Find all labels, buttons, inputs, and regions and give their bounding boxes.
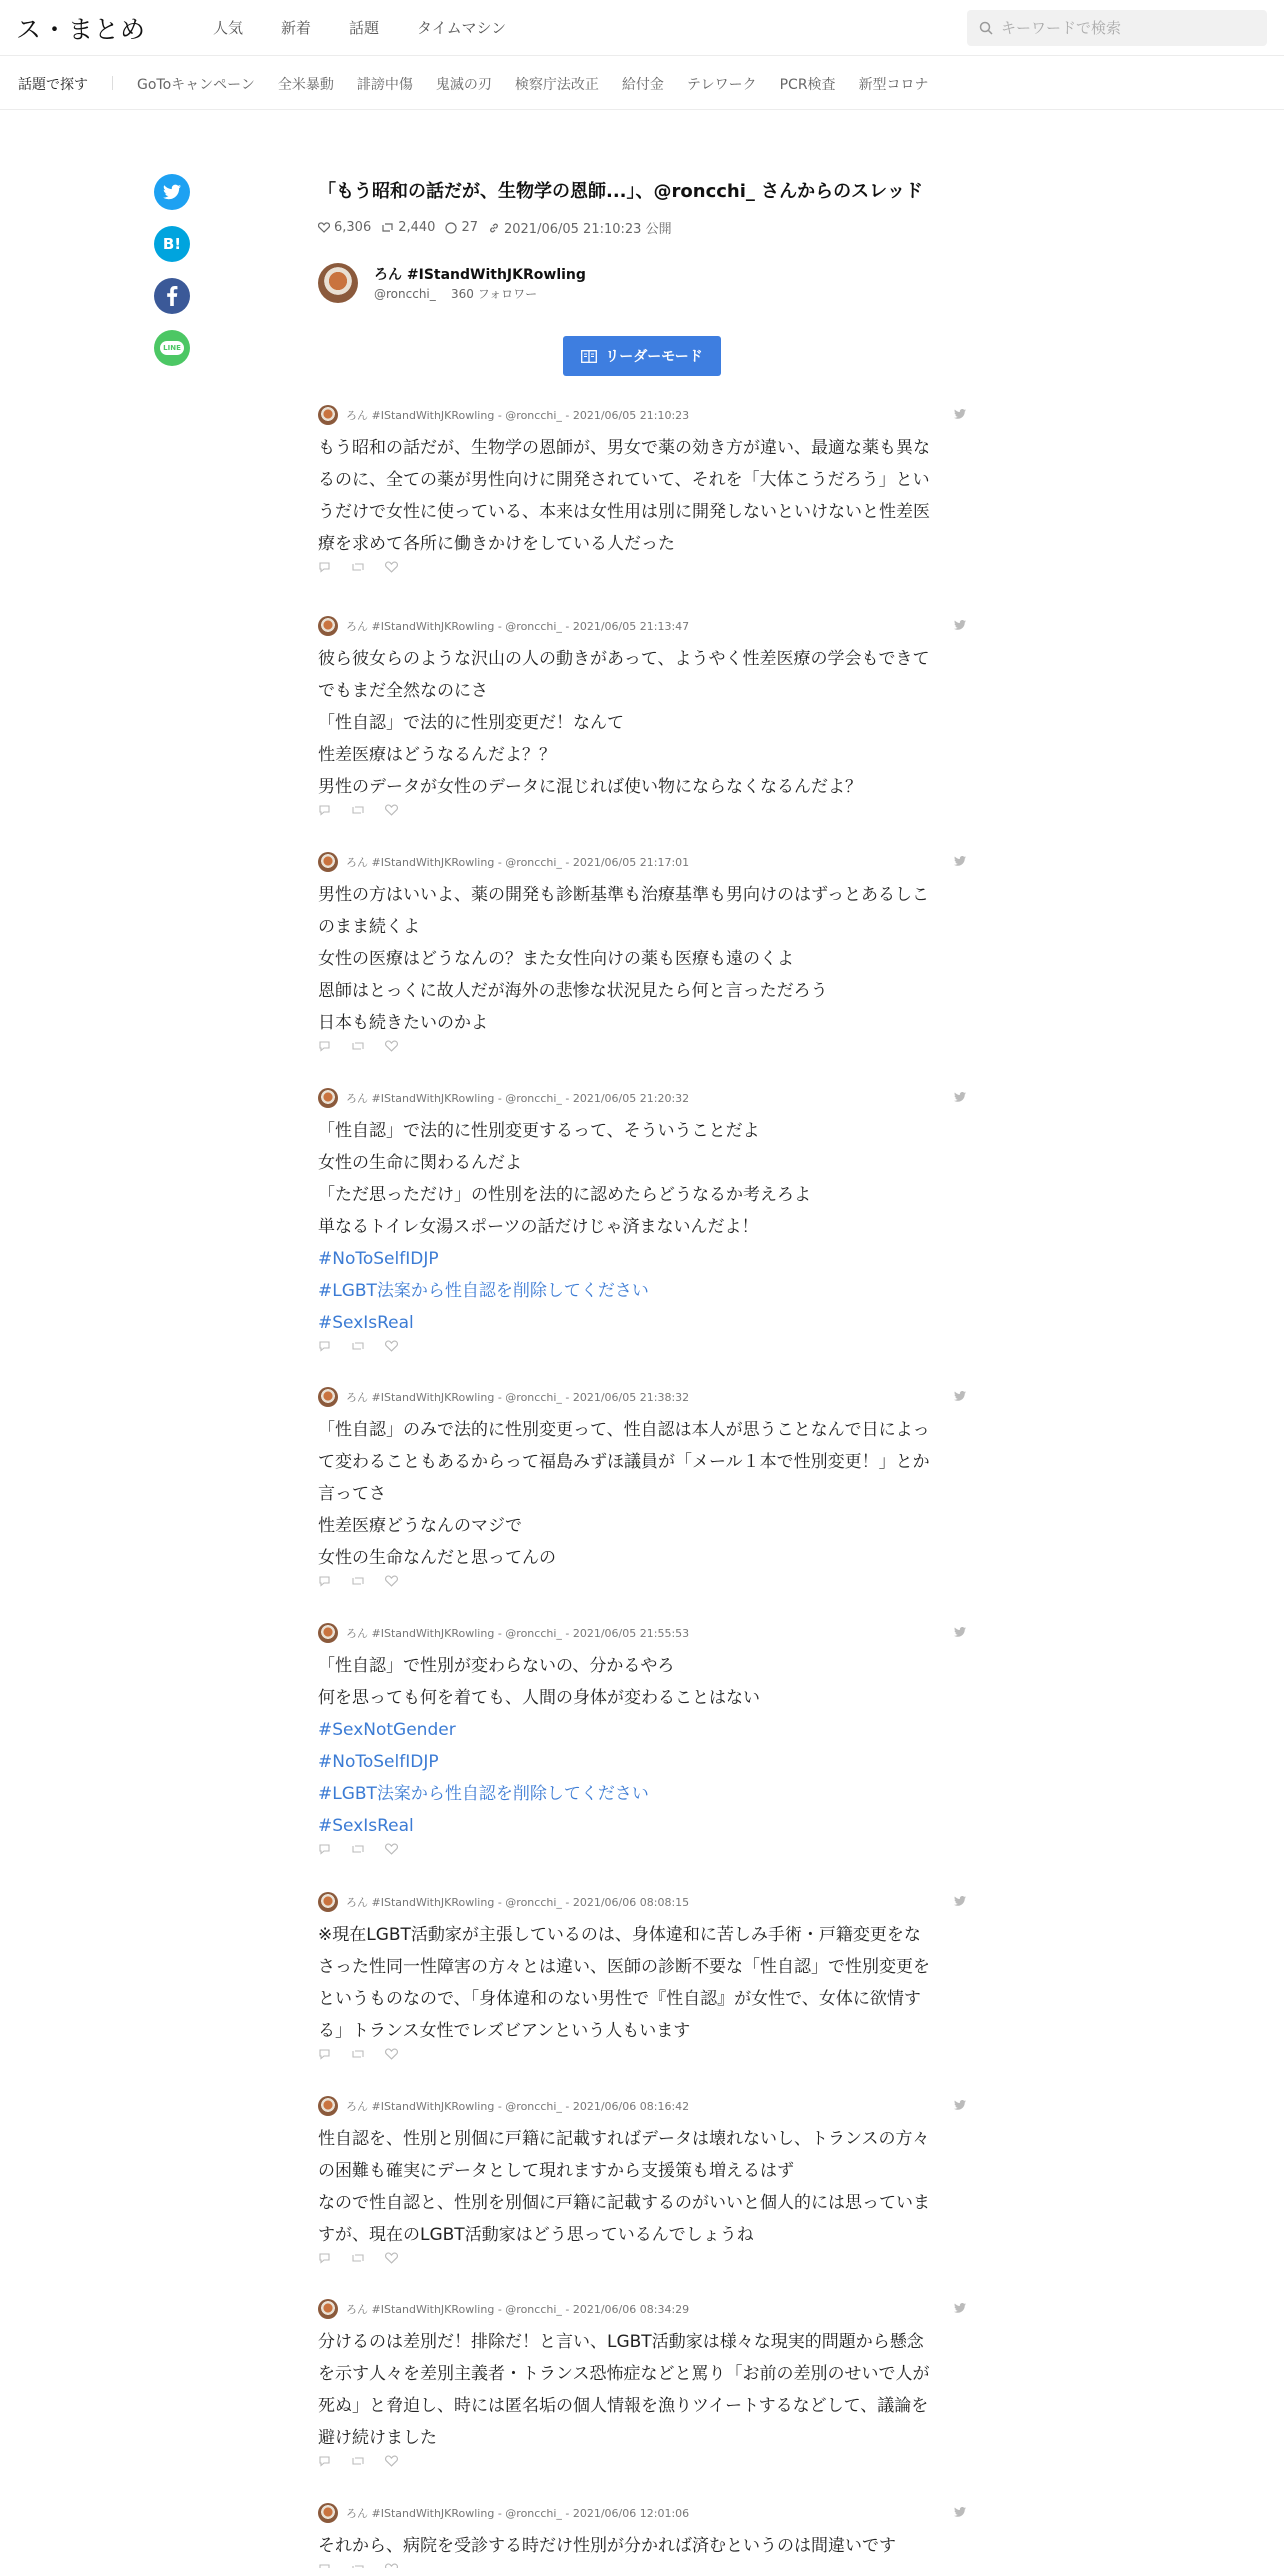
- tweet-header: [318, 2298, 966, 2320]
- hashtag-link[interactable]: #SexNotGender: [318, 1720, 456, 1740]
- tweet-avatar[interactable]: [318, 852, 338, 872]
- like-icon[interactable]: [385, 804, 398, 816]
- tweet: [318, 1622, 966, 1856]
- tweet-avatar[interactable]: [318, 2503, 338, 2523]
- comments-stat: [445, 220, 478, 235]
- tweet-text-line: というものなので、「身体違和のない男性で『性自認』が女性で、女体に欲情す: [318, 1989, 921, 2009]
- search-icon: [979, 21, 993, 35]
- topic-link[interactable]: 給付金: [621, 77, 664, 93]
- link-icon: [488, 222, 500, 234]
- reply-icon[interactable]: [318, 1575, 331, 1587]
- tweet-text-line: なので性自認と、性別を別個に戸籍に記載するのがいいと個人的には思っていま: [318, 2193, 930, 2213]
- share-line-button[interactable]: [154, 330, 190, 366]
- reply-icon[interactable]: [318, 2252, 331, 2264]
- comment-icon: [445, 222, 457, 234]
- main-nav: [213, 17, 544, 38]
- tweet-header: [318, 2095, 966, 2117]
- topic-divider: [112, 76, 113, 90]
- tweet-text-line: 「性自認」で性別が変わらないの、分かるやろ: [318, 1656, 675, 1676]
- hatena-label: B!: [162, 235, 182, 253]
- nav-timemachine[interactable]: タイムマシン: [417, 19, 507, 37]
- retweet-icon[interactable]: [351, 1575, 365, 1587]
- tweet-header: [318, 2502, 966, 2524]
- thread-stats: [318, 218, 682, 237]
- tweet-meta[interactable]: ろん #IStandWithJKRowling - @roncchi_ - 2021/06/05 21:55:53: [346, 1627, 690, 1640]
- twitter-icon[interactable]: [954, 620, 966, 630]
- tweet-text-line: 男性の方はいいよ、薬の開発も診断基準も治療基準も男向けのはずっとあるしこ: [318, 885, 929, 905]
- tweet: [318, 2095, 966, 2265]
- tweet-actions: [318, 1842, 966, 1856]
- tweet-text-line: る」トランス女性でレズビアンという人もいます: [318, 2021, 691, 2041]
- book-icon: [581, 350, 597, 363]
- topic-link[interactable]: 誹謗中傷: [356, 77, 413, 93]
- tweet: [318, 404, 966, 574]
- tweet-meta[interactable]: ろん #IStandWithJKRowling - @roncchi_ - 2021/06/06 08:08:15: [346, 1896, 690, 1909]
- twitter-icon[interactable]: [954, 1092, 966, 1102]
- tweet-meta[interactable]: ろん #IStandWithJKRowling - @roncchi_ - 2021/06/06 08:16:42: [346, 2100, 690, 2113]
- reply-icon[interactable]: [318, 2563, 331, 2568]
- tweet-header: [318, 851, 966, 873]
- author-handle: @roncchi_: [374, 287, 436, 301]
- search-box: [967, 10, 1267, 46]
- tweet-text-line: 性差医療はどうなるんだよ？？: [318, 745, 556, 765]
- search-input[interactable]: [1001, 10, 1261, 46]
- reply-icon[interactable]: [318, 561, 331, 573]
- reply-icon[interactable]: [318, 1040, 331, 1052]
- tweet-avatar[interactable]: [318, 1892, 338, 1912]
- twitter-icon[interactable]: [954, 1391, 966, 1401]
- author-info: [374, 285, 537, 302]
- topic-list: [137, 74, 952, 94]
- tweet-text-line: うだけで女性に使っている、本来は女性用は別に開発しないといけないと性差医: [318, 502, 930, 522]
- tweet-text-line: 性差医療どうなんのマジで: [318, 1516, 522, 1536]
- tweet-avatar[interactable]: [318, 2096, 338, 2116]
- tweet: [318, 1087, 966, 1353]
- topic-label: 話題で探す: [18, 77, 88, 93]
- twitter-icon: [163, 184, 181, 200]
- topic-link[interactable]: 全米暴動: [277, 77, 334, 93]
- tweet-meta[interactable]: ろん #IStandWithJKRowling - @roncchi_ - 2021/06/05 21:17:01: [346, 856, 690, 869]
- reply-icon[interactable]: [318, 804, 331, 816]
- tweet-header: [318, 1087, 966, 1109]
- topic-link[interactable]: 新型コロナ: [858, 77, 929, 93]
- hashtag-link[interactable]: #SexIsReal: [318, 1313, 414, 1333]
- tweet-text-line: るのに、全ての薬が男性向けに開発されていて、それを「大体こうだろう」とい: [318, 470, 930, 490]
- twitter-icon[interactable]: [954, 1627, 966, 1637]
- tweet-meta[interactable]: ろん #IStandWithJKRowling - @roncchi_ - 2021/06/05 21:20:32: [346, 1092, 690, 1105]
- tweet-body: [318, 1650, 966, 1842]
- like-icon[interactable]: [385, 1843, 398, 1855]
- tweet-meta[interactable]: ろん #IStandWithJKRowling - @roncchi_ - 2021/06/06 12:01:06: [346, 2507, 690, 2520]
- retweet-icon[interactable]: [351, 2252, 365, 2264]
- tweet-text-line: 単なるトイレ女湯スポーツの話だけじゃ済まないんだよ！: [318, 1217, 759, 1237]
- tweet-body: [318, 1115, 966, 1339]
- tweet-header: [318, 1386, 966, 1408]
- retweet-icon[interactable]: [351, 2048, 365, 2060]
- tweet-header: [318, 404, 966, 426]
- comments-count: 27: [461, 220, 478, 235]
- tweet-body: [318, 643, 966, 803]
- site-logo[interactable]: ス・まとめ: [16, 15, 147, 44]
- twitter-icon[interactable]: [954, 2507, 966, 2517]
- tweet-body: [318, 2326, 966, 2454]
- tweet-avatar[interactable]: [318, 616, 338, 636]
- tweet-avatar[interactable]: [318, 1088, 338, 1108]
- likes-count: 6,306: [334, 220, 372, 235]
- tweet-text-line: 何を思っても何を着ても、人間の身体が変わることはない: [318, 1688, 760, 1708]
- retweets-stat: [381, 220, 435, 235]
- tweet-avatar[interactable]: [318, 2299, 338, 2319]
- topic-link[interactable]: 検察庁法改正: [514, 77, 599, 93]
- tweet-text-line: 女性の生命に関わるんだよ: [318, 1153, 522, 1173]
- tweet-body: [318, 1919, 966, 2047]
- twitter-icon[interactable]: [954, 856, 966, 866]
- tweet-body: [318, 2123, 966, 2251]
- tweet-text-line: 死ぬ」と脅迫し、時には匿名垢の個人情報を漁りツイートするなどして、議論を: [318, 2396, 929, 2416]
- like-icon[interactable]: [385, 1340, 398, 1352]
- tweet-text-line: 言ってさ: [318, 1484, 386, 1504]
- page-title: 「もう昭和の話だが、生物学の恩師...」、@roncchi_ さんからのスレッド: [318, 181, 923, 202]
- hashtag-link[interactable]: #SexIsReal: [318, 1816, 414, 1836]
- like-icon[interactable]: [385, 2048, 398, 2060]
- topic-bar: [0, 56, 1284, 110]
- tweet-text-line: それから、病院を受診する時だけ性別が分かれば済むというのは間違いです: [318, 2536, 896, 2556]
- topic-link[interactable]: PCR検査: [779, 77, 836, 93]
- tweet-text-line: さった性同一性障害の方々とは違い、医師の診断不要な「性自認」で性別変更を: [318, 1957, 930, 1977]
- topic-link[interactable]: 鬼滅の刃: [435, 77, 492, 93]
- tweet-text-line: 「性自認」で法的に性別変更だ！なんて: [318, 713, 624, 733]
- tweet-text-line: 「性自認」のみで法的に性別変更って、性自認は本人が思うことなんで日によっ: [318, 1420, 930, 1440]
- tweet-meta[interactable]: ろん #IStandWithJKRowling - @roncchi_ - 2021/06/06 08:34:29: [346, 2303, 690, 2316]
- hashtag-link[interactable]: #NoToSelfIDJP: [318, 1249, 439, 1269]
- share-twitter-button[interactable]: [154, 174, 190, 210]
- tweet-text-line: すが、現在のLGBT活動家はどう思っているんでしょうね: [318, 2225, 754, 2245]
- tweet: [318, 851, 966, 1053]
- retweet-icon[interactable]: [351, 561, 365, 573]
- tweet-text-line: 「ただ思っただけ」の性別を法的に認めたらどうなるか考えろよ: [318, 1185, 811, 1205]
- tweet-meta[interactable]: ろん #IStandWithJKRowling - @roncchi_ - 2021/06/05 21:10:23: [346, 409, 690, 422]
- share-hatena-button[interactable]: [154, 226, 190, 262]
- tweet-body: [318, 1414, 966, 1574]
- retweet-icon[interactable]: [351, 2455, 365, 2467]
- like-icon[interactable]: [385, 561, 398, 573]
- tweet-text-line: 男性のデータが女性のデータに混じれば使い物にならなくなるんだよ？: [318, 777, 862, 797]
- tweet-text-line: を示す人々を差別主義者・トランス恐怖症などと罵り「お前の差別のせいで人が: [318, 2364, 930, 2384]
- tweet-text-line: のまま続くよ: [318, 917, 420, 937]
- tweet-body: [318, 432, 966, 560]
- nav-topics[interactable]: 話題: [349, 19, 380, 37]
- tweet-text-line: 分けるのは差別だ！排除だ！と言い、LGBT活動家は様々な現実的問題から懸念: [318, 2332, 924, 2352]
- reply-icon[interactable]: [318, 2455, 331, 2467]
- line-label: LINE: [160, 341, 184, 355]
- tweet-avatar[interactable]: [318, 1387, 338, 1407]
- tweet: [318, 1386, 966, 1588]
- tweet-actions: [318, 2454, 966, 2468]
- tweet-body: [318, 2530, 966, 2562]
- facebook-icon: [166, 286, 178, 306]
- published-stat: [488, 218, 672, 237]
- tweet-text-line: もう昭和の話だが、生物学の恩師が、男女で薬の効き方が違い、最適な薬も異な: [318, 438, 930, 458]
- tweet-avatar[interactable]: [318, 1623, 338, 1643]
- tweet-avatar[interactable]: [318, 405, 338, 425]
- retweet-icon[interactable]: [351, 804, 365, 816]
- tweet-header: [318, 615, 966, 637]
- tweet: [318, 615, 966, 817]
- topic-link[interactable]: テレワーク: [686, 77, 757, 93]
- likes-stat: [318, 220, 371, 235]
- tweet-text-line: 女性の医療はどうなんの？また女性向けの薬も医療も遠のくよ: [318, 949, 794, 969]
- tweet-text-line: 女性の生命なんだと思ってんの: [318, 1548, 556, 1568]
- reply-icon[interactable]: [318, 1843, 331, 1855]
- tweet-actions: [318, 1339, 966, 1353]
- retweet-icon[interactable]: [351, 2563, 365, 2568]
- tweet: [318, 2298, 966, 2468]
- hashtag-link[interactable]: #LGBT法案から性自認を削除してください: [318, 1281, 649, 1301]
- hashtag-link[interactable]: #LGBT法案から性自認を削除してください: [318, 1784, 649, 1804]
- published-date: 2021/06/05 21:10:23 公開: [503, 222, 672, 237]
- retweet-icon: [381, 222, 394, 233]
- twitter-icon[interactable]: [954, 409, 966, 419]
- tweet-text-line: 彼ら彼女らのような沢山の人の動きがあって、ようやく性差医療の学会もできて: [318, 649, 930, 669]
- heart-icon: [318, 222, 330, 233]
- author-avatar[interactable]: [318, 263, 358, 303]
- tweet-text-line: ※現在LGBT活動家が主張しているのは、身体違和に苦しみ手術・戸籍変更をな: [318, 1925, 921, 1945]
- tweet-actions: [318, 2562, 966, 2568]
- tweet-text-line: 性自認を、性別と別個に戸籍に記載すればデータは壊れないし、トランスの方々: [318, 2129, 930, 2149]
- tweet-actions: [318, 2251, 966, 2265]
- tweet-text-line: 療を求めて各所に働きかけをしている人だった: [318, 534, 675, 554]
- reader-mode-label: リーダーモード: [605, 348, 703, 364]
- tweet: [318, 1891, 966, 2061]
- like-icon[interactable]: [385, 1575, 398, 1587]
- tweet-body: [318, 879, 966, 1039]
- tweet: [318, 2502, 966, 2568]
- author-name[interactable]: ろん #IStandWithJKRowling: [374, 267, 586, 283]
- tweet-text-line: て変わることもあるからって福島みずほ議員が「メール１本で性別変更！」とか: [318, 1452, 930, 1472]
- retweet-icon[interactable]: [351, 1340, 365, 1352]
- reply-icon[interactable]: [318, 2048, 331, 2060]
- tweet-text-line: 恩師はとっくに故人だが海外の悲惨な状況見たら何と言っただろう: [318, 981, 828, 1001]
- tweet-text-line: 日本も続きたいのかよ: [318, 1013, 488, 1033]
- author-followers: 360 フォロワー: [451, 287, 538, 301]
- tweet-actions: [318, 803, 966, 817]
- reader-mode-button[interactable]: [563, 336, 721, 376]
- tweet-header: [318, 1891, 966, 1913]
- retweet-icon[interactable]: [351, 1843, 365, 1855]
- nav-new[interactable]: 新着: [281, 19, 312, 37]
- tweet-text-line: 「性自認」で法的に性別変更するって、そういうことだよ: [318, 1121, 760, 1141]
- twitter-icon[interactable]: [954, 2100, 966, 2110]
- tweet-actions: [318, 560, 966, 574]
- share-facebook-button[interactable]: [154, 278, 190, 314]
- tweet-actions: [318, 1039, 966, 1053]
- tweet-meta[interactable]: ろん #IStandWithJKRowling - @roncchi_ - 2021/06/05 21:38:32: [346, 1391, 690, 1404]
- twitter-icon[interactable]: [954, 2303, 966, 2313]
- tweet-header: [318, 1622, 966, 1644]
- retweet-icon[interactable]: [351, 1040, 365, 1052]
- reply-icon[interactable]: [318, 1340, 331, 1352]
- tweet-actions: [318, 1574, 966, 1588]
- tweet-text-line: の困難も確実にデータとして現れますから支援策も増えるはず: [318, 2161, 794, 2181]
- hashtag-link[interactable]: #NoToSelfIDJP: [318, 1752, 439, 1772]
- like-icon[interactable]: [385, 2455, 398, 2467]
- tweet-meta[interactable]: ろん #IStandWithJKRowling - @roncchi_ - 2021/06/05 21:13:47: [346, 620, 690, 633]
- twitter-icon[interactable]: [954, 1896, 966, 1906]
- like-icon[interactable]: [385, 1040, 398, 1052]
- site-header: [0, 0, 1284, 56]
- tweet-actions: [318, 2047, 966, 2061]
- like-icon[interactable]: [385, 2563, 398, 2568]
- topic-link[interactable]: GoToキャンペーン: [137, 77, 255, 93]
- retweets-count: 2,440: [398, 220, 436, 235]
- tweet-text-line: でもまだ全然なのにさ: [318, 681, 488, 701]
- tweet-text-line: 避け続けました: [318, 2428, 437, 2448]
- like-icon[interactable]: [385, 2252, 398, 2264]
- nav-popular[interactable]: 人気: [213, 19, 244, 37]
